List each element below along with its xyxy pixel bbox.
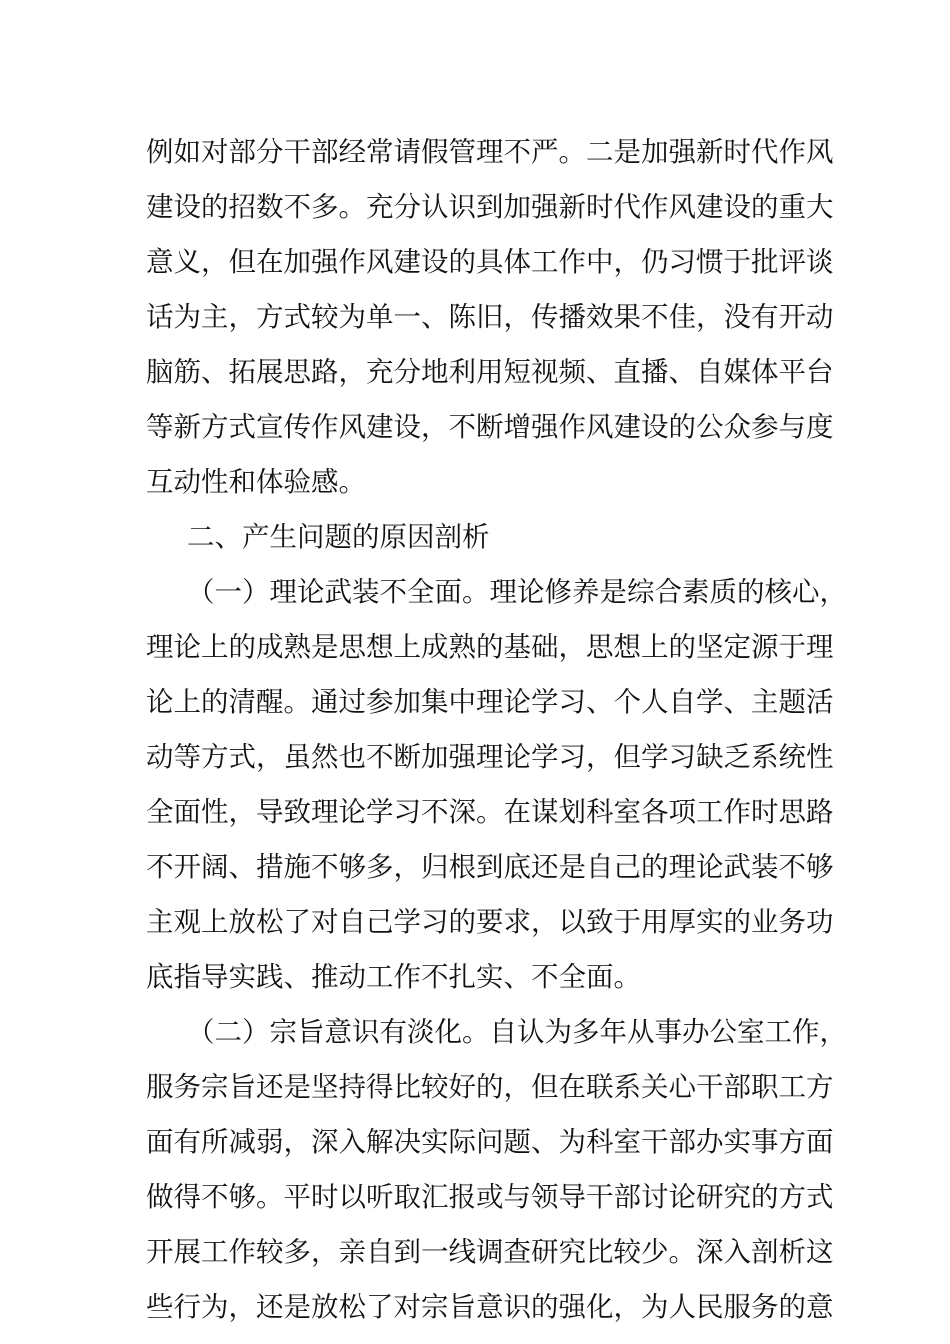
- text-line: 全面性，导致理论学习不深。在谋划科室各项工作时思路: [146, 796, 834, 828]
- text-line: 不开阔、措施不够多，归根到底还是自己的理论武装不够: [146, 851, 834, 883]
- paragraph-first-line: （二）宗旨意识有淡化。自认为多年从事办公室工作，: [187, 1016, 847, 1048]
- text-line: 底指导实践、推动工作不扎实、不全面。: [146, 961, 641, 993]
- paragraph-first-line: （一）理论武装不全面。理论修养是综合素质的核心，: [187, 576, 847, 608]
- text-line: 理论上的成熟是思想上成熟的基础，思想上的坚定源于理: [146, 631, 834, 663]
- text-line: 做得不够。平时以听取汇报或与领导干部讨论研究的方式: [146, 1181, 834, 1213]
- text-line: 主观上放松了对自己学习的要求，以致于用厚实的业务功: [146, 906, 834, 938]
- text-line: 动等方式，虽然也不断加强理论学习，但学习缺乏系统性: [146, 741, 834, 773]
- text-line: 等新方式宣传作风建设，不断增强作风建设的公众参与度: [146, 411, 834, 443]
- text-line: 例如对部分干部经常请假管理不严。二是加强新时代作风: [146, 136, 834, 168]
- text-line: 建设的招数不多。充分认识到加强新时代作风建设的重大: [146, 191, 834, 223]
- text-line: 些行为，还是放松了对宗旨意识的强化，为人民服务的意: [146, 1291, 834, 1323]
- text-line: 意义，但在加强作风建设的具体工作中，仍习惯于批评谈: [146, 246, 834, 278]
- text-line: 面有所减弱，深入解决实际问题、为科室干部办实事方面: [146, 1126, 834, 1158]
- section-heading: 二、产生问题的原因剖析: [187, 521, 490, 553]
- text-line: 服务宗旨还是坚持得比较好的，但在联系关心干部职工方: [146, 1071, 834, 1103]
- text-line: 脑筋、拓展思路，充分地利用短视频、直播、自媒体平台: [146, 356, 834, 388]
- text-line: 开展工作较多，亲自到一线调查研究比较少。深入剖析这: [146, 1236, 834, 1268]
- text-line: 话为主，方式较为单一、陈旧，传播效果不佳，没有开动: [146, 301, 834, 333]
- text-line: 论上的清醒。通过参加集中理论学习、个人自学、主题活: [146, 686, 834, 718]
- text-line: 互动性和体验感。: [146, 466, 366, 498]
